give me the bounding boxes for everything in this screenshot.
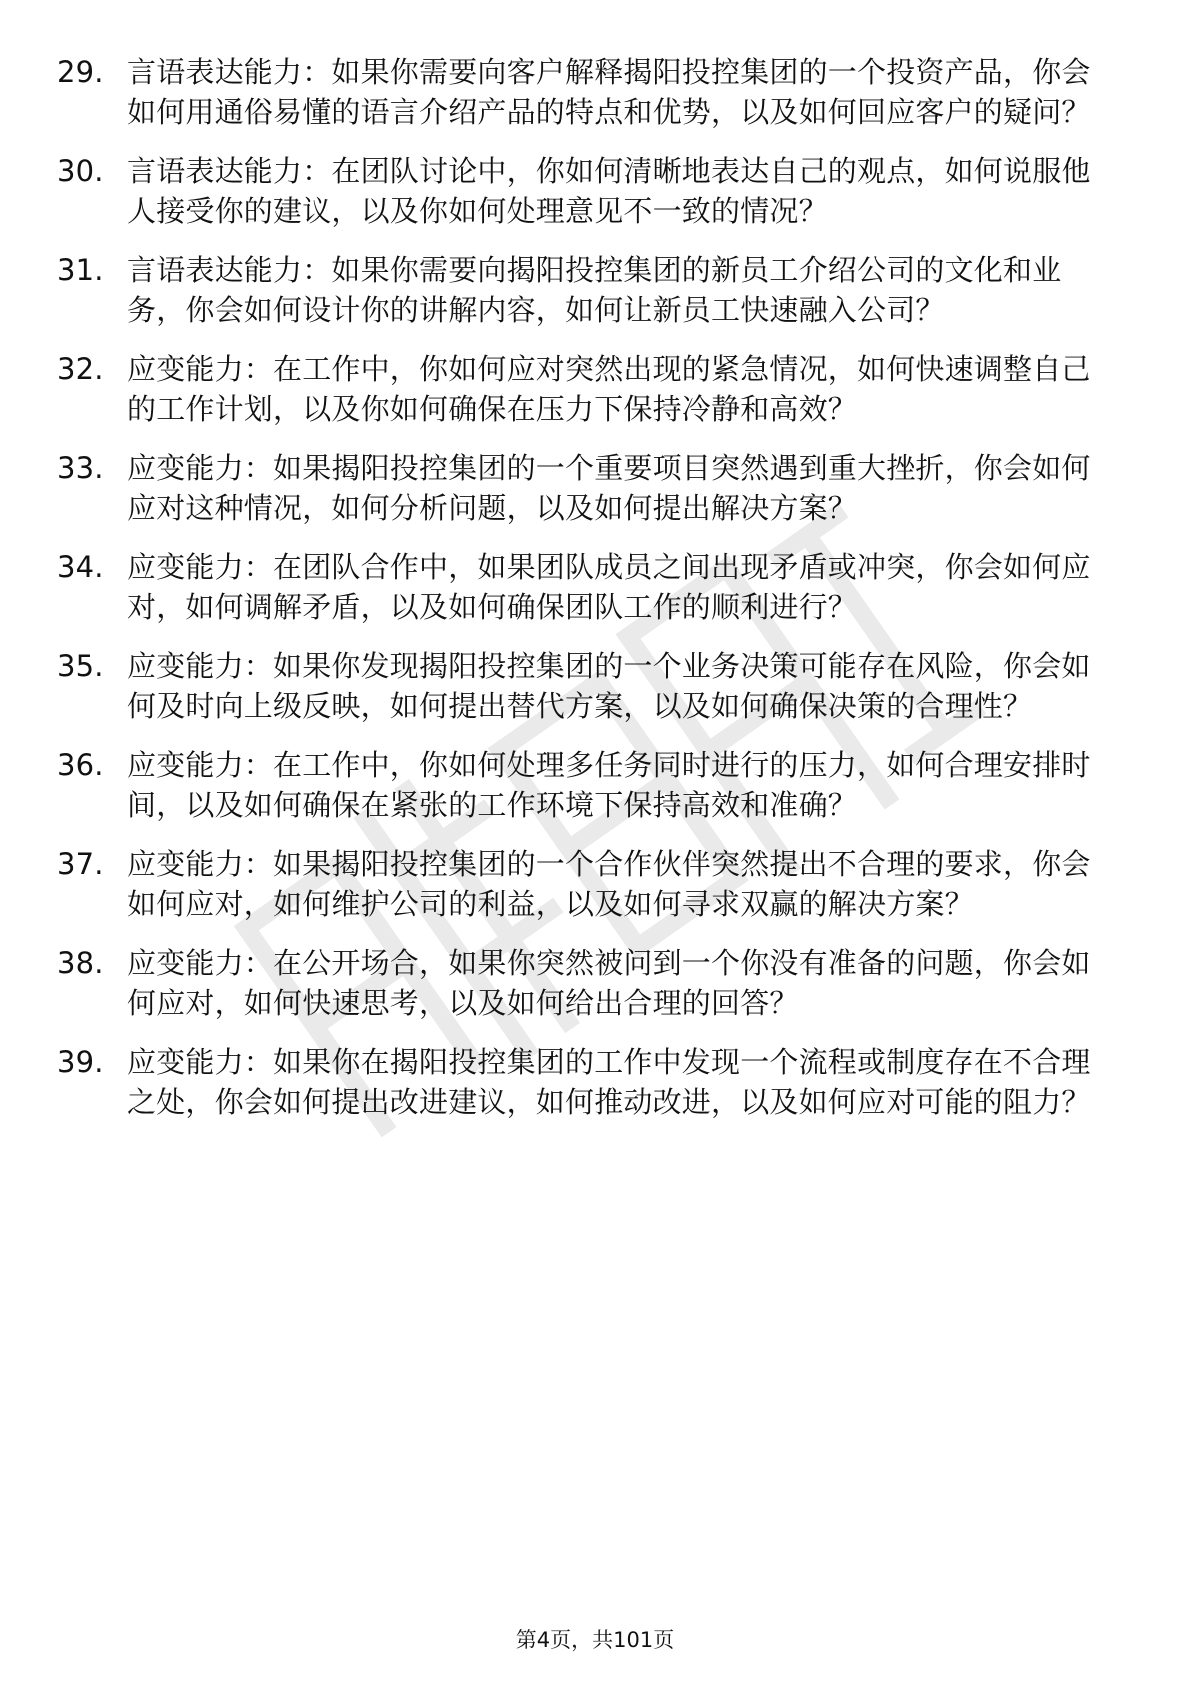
question-text: 言语表达能力：如果你需要向揭阳投控集团的新员工介绍公司的文化和业务，你会如何设计你的讲解内容，如何让新员工快速融入公司？ bbox=[127, 253, 1062, 327]
question-item-37 bbox=[0, 844, 1190, 924]
question-text: 应变能力：在团队合作中，如果团队成员之间出现矛盾或冲突，你会如何应对，如何调解矛盾，以及如何确保团队工作的顺利进行？ bbox=[127, 550, 1091, 624]
question-number: 39. bbox=[57, 1045, 104, 1079]
question-item-31 bbox=[0, 250, 1190, 330]
question-text: 应变能力：如果揭阳投控集团的一个重要项目突然遇到重大挫折，你会如何应对这种情况，如何分析问题，以及如何提出解决方案？ bbox=[127, 451, 1091, 525]
question-number: 32. bbox=[57, 352, 104, 386]
question-number: 36. bbox=[57, 748, 104, 782]
question-text: 应变能力：如果你发现揭阳投控集团的一个业务决策可能存在风险，你会如何及时向上级反映，如何提出替代方案，以及如何确保决策的合理性？ bbox=[127, 649, 1091, 723]
question-number: 30. bbox=[57, 154, 104, 188]
question-item-29 bbox=[0, 52, 1190, 132]
question-item-33 bbox=[0, 448, 1190, 528]
question-item-39 bbox=[0, 1042, 1190, 1122]
question-text: 应变能力：在工作中，你如何处理多任务同时进行的压力，如何合理安排时间，以及如何确保在紧张的工作环境下保持高效和准确？ bbox=[127, 748, 1091, 822]
question-text: 言语表达能力：如果你需要向客户解释揭阳投控集团的一个投资产品，你会如何用通俗易懂的语言介绍产品的特点和优势，以及如何回应客户的疑问？ bbox=[127, 55, 1091, 129]
question-number: 31. bbox=[57, 253, 104, 287]
question-list bbox=[0, 52, 1190, 1141]
question-number: 29. bbox=[57, 55, 104, 89]
question-item-32 bbox=[0, 349, 1190, 429]
question-number: 38. bbox=[57, 946, 104, 980]
question-item-35 bbox=[0, 646, 1190, 726]
question-text: 言语表达能力：在团队讨论中，你如何清晰地表达自己的观点，如何说服他人接受你的建议，以及你如何处理意见不一致的情况？ bbox=[127, 154, 1091, 228]
question-text: 应变能力：如果你在揭阳投控集团的工作中发现一个流程或制度存在不合理之处，你会如何提出改进建议，如何推动改进，以及如何应对可能的阻力？ bbox=[127, 1045, 1091, 1119]
question-text: 应变能力：如果揭阳投控集团的一个合作伙伴突然提出不合理的要求，你会如何应对，如何维护公司的利益，以及如何寻求双赢的解决方案？ bbox=[127, 847, 1091, 921]
question-text: 应变能力：在公开场合，如果你突然被问到一个你没有准备的问题，你会如何应对，如何快速思考，以及如何给出合理的回答？ bbox=[127, 946, 1091, 1020]
question-item-38 bbox=[0, 943, 1190, 1023]
question-item-34 bbox=[0, 547, 1190, 627]
question-item-30 bbox=[0, 151, 1190, 231]
question-item-36 bbox=[0, 745, 1190, 825]
question-number: 34. bbox=[57, 550, 104, 584]
question-number: 37. bbox=[57, 847, 104, 881]
question-number: 35. bbox=[57, 649, 104, 683]
page-footer: 第4页，共101页 bbox=[515, 1628, 675, 1652]
question-number: 33. bbox=[57, 451, 104, 485]
question-text: 应变能力：在工作中，你如何应对突然出现的紧急情况，如何快速调整自己的工作计划，以及你如何确保在压力下保持冷静和高效？ bbox=[127, 352, 1091, 426]
